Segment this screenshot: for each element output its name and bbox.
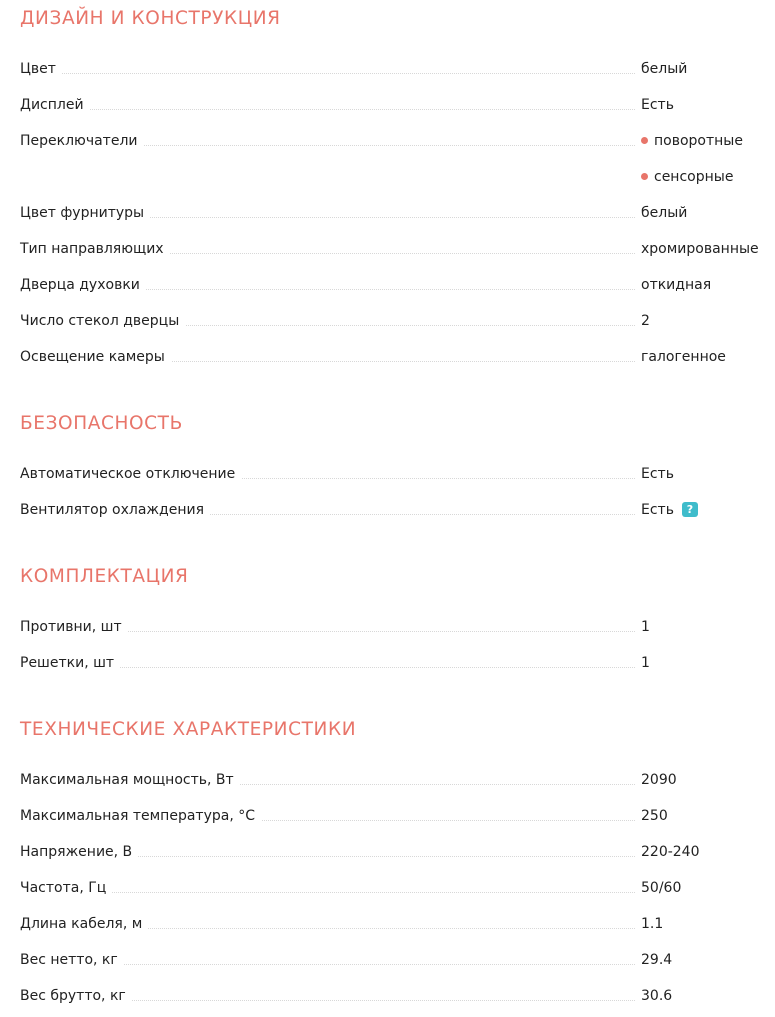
spec-row-door-glass bbox=[20, 309, 775, 333]
spec-value: 2 bbox=[641, 313, 650, 329]
dotted-leader bbox=[60, 856, 635, 857]
spec-value: галогенное bbox=[641, 349, 726, 365]
dotted-leader bbox=[60, 145, 635, 146]
spec-label: Частота, Гц bbox=[20, 876, 112, 900]
spec-value: Есть bbox=[641, 97, 674, 113]
spec-row-grids bbox=[20, 651, 775, 675]
spec-row-oven-door bbox=[20, 273, 775, 297]
spec-value: Есть bbox=[641, 466, 674, 482]
spec-row-max-temp bbox=[20, 804, 775, 828]
spec-row-trays bbox=[20, 615, 775, 639]
section-title-tech-specs: ТЕХНИЧЕСКИЕ ХАРАКТЕРИСТИКИ bbox=[20, 719, 357, 740]
dotted-leader bbox=[60, 631, 635, 632]
spec-row-net-weight bbox=[20, 948, 775, 972]
spec-label: Освещение камеры bbox=[20, 345, 171, 369]
spec-value-list-item bbox=[641, 165, 733, 189]
spec-row-switches bbox=[20, 129, 775, 153]
spec-label: Вентилятор охлаждения bbox=[20, 498, 210, 522]
spec-value: 29.4 bbox=[641, 952, 673, 968]
spec-value: поворотные bbox=[654, 133, 743, 149]
spec-row-fittings-color bbox=[20, 201, 775, 225]
spec-value: 220-240 bbox=[641, 844, 700, 860]
dotted-leader bbox=[60, 289, 635, 290]
spec-label: Вес нетто, кг bbox=[20, 948, 124, 972]
spec-value: 1 bbox=[641, 619, 650, 635]
spec-row-color bbox=[20, 57, 775, 81]
spec-value: 1 bbox=[641, 655, 650, 671]
spec-label: Максимальная температура, °C bbox=[20, 804, 261, 828]
spec-label: Переключатели bbox=[20, 129, 144, 153]
spec-label: Решетки, шт bbox=[20, 651, 120, 675]
section-title-design: ДИЗАЙН И КОНСТРУКЦИЯ bbox=[20, 8, 281, 29]
spec-row-cooling-fan bbox=[20, 498, 775, 522]
dotted-leader bbox=[60, 892, 635, 893]
spec-label: Длина кабеля, м bbox=[20, 912, 148, 936]
spec-row-voltage bbox=[20, 840, 775, 864]
spec-label: Цвет bbox=[20, 57, 62, 81]
spec-value: 2090 bbox=[641, 772, 677, 788]
section-title-package: КОМПЛЕКТАЦИЯ bbox=[20, 566, 189, 587]
bullet-dot-icon bbox=[641, 173, 648, 180]
spec-value: Есть bbox=[641, 502, 674, 518]
spec-label: Дисплей bbox=[20, 93, 90, 117]
dotted-leader bbox=[60, 964, 635, 965]
section-title-safety: БЕЗОПАСНОСТЬ bbox=[20, 413, 183, 434]
spec-value: 30.6 bbox=[641, 988, 673, 1004]
spec-row-gross-weight bbox=[20, 984, 775, 1008]
spec-label: Дверца духовки bbox=[20, 273, 146, 297]
spec-value: откидная bbox=[641, 277, 712, 293]
spec-value: 50/60 bbox=[641, 880, 682, 896]
spec-row-lighting bbox=[20, 345, 775, 369]
spec-value: белый bbox=[641, 61, 688, 77]
spec-row-max-power bbox=[20, 768, 775, 792]
spec-value: 1.1 bbox=[641, 916, 664, 932]
spec-value: белый bbox=[641, 205, 688, 221]
spec-row-frequency bbox=[20, 876, 775, 900]
spec-value-with-help bbox=[641, 498, 698, 522]
dotted-leader bbox=[60, 1000, 635, 1001]
spec-row-display bbox=[20, 93, 775, 117]
dotted-leader bbox=[60, 667, 635, 668]
dotted-leader bbox=[60, 73, 635, 74]
spec-label: Тип направляющих bbox=[20, 237, 170, 261]
spec-value: сенсорные bbox=[654, 169, 734, 185]
spec-row-auto-off bbox=[20, 462, 775, 486]
spec-label: Вес брутто, кг bbox=[20, 984, 132, 1008]
spec-label: Цвет фурнитуры bbox=[20, 201, 150, 225]
spec-row-cable-length bbox=[20, 912, 775, 936]
spec-label: Автоматическое отключение bbox=[20, 462, 241, 486]
bullet-dot-icon bbox=[641, 137, 648, 144]
help-question-icon[interactable]: ? bbox=[682, 502, 698, 517]
dotted-leader bbox=[60, 109, 635, 110]
spec-value: 250 bbox=[641, 808, 668, 824]
spec-row-guides-type bbox=[20, 237, 775, 261]
spec-label: Число стекол дверцы bbox=[20, 309, 185, 333]
spec-value: хромированные bbox=[641, 241, 759, 257]
spec-value-list-item bbox=[641, 129, 743, 153]
spec-label: Напряжение, В bbox=[20, 840, 138, 864]
spec-label: Максимальная мощность, Вт bbox=[20, 768, 240, 792]
spec-row-switches-cont bbox=[20, 165, 775, 189]
spec-label: Противни, шт bbox=[20, 615, 128, 639]
